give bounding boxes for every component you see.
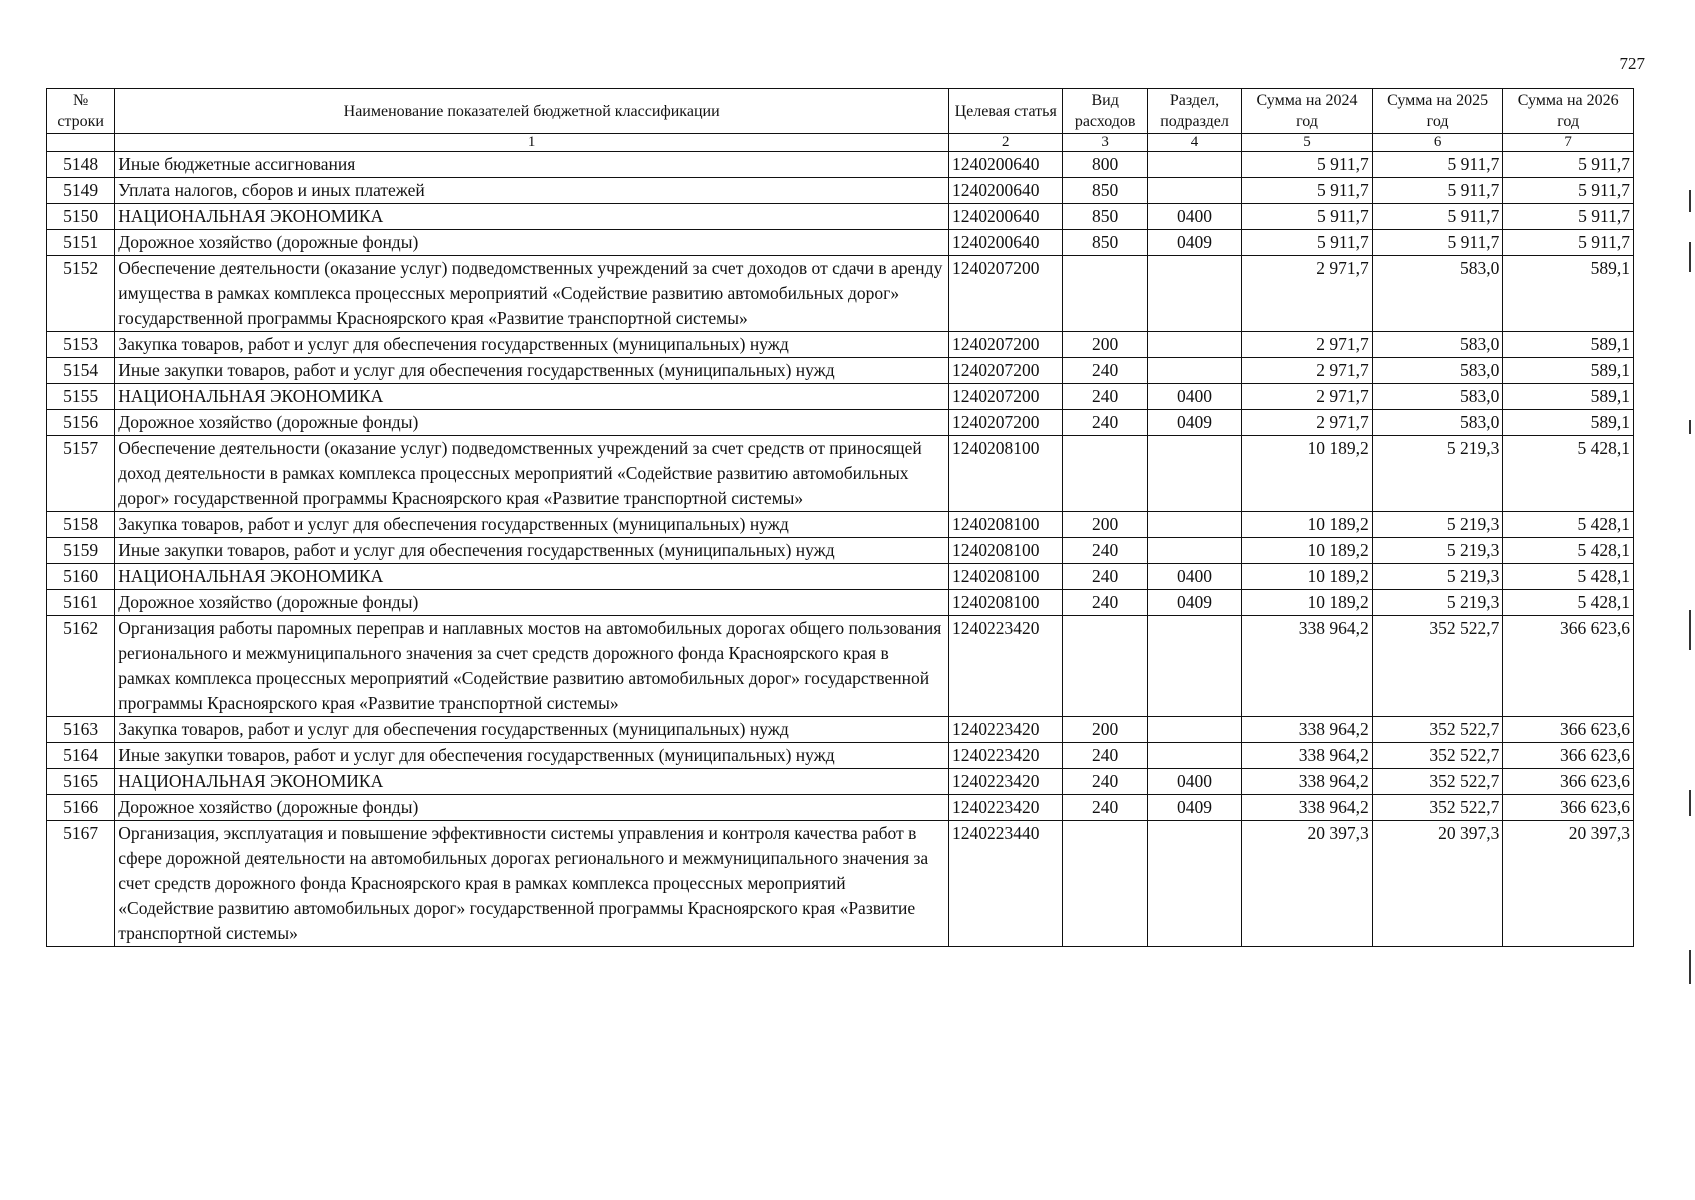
section-code: 0409: [1147, 230, 1241, 256]
expense-type: 200: [1063, 512, 1147, 538]
table-row: [47, 204, 1634, 230]
section-code: [1147, 821, 1241, 947]
sum-2026: 5 911,7: [1503, 204, 1634, 230]
sum-2026: 5 428,1: [1503, 564, 1634, 590]
indicator-name: НАЦИОНАЛЬНАЯ ЭКОНОМИКА: [115, 769, 949, 795]
column-number: 2: [948, 134, 1063, 152]
sum-2024: 2 971,7: [1242, 358, 1373, 384]
expense-type: [1063, 821, 1147, 947]
sum-2025: 583,0: [1372, 410, 1503, 436]
section-code: [1147, 152, 1241, 178]
expense-type: 240: [1063, 410, 1147, 436]
indicator-name: Закупка товаров, работ и услуг для обеспечения государственных (муниципальных) нужд: [115, 332, 949, 358]
sum-2025: 352 522,7: [1372, 616, 1503, 717]
target-article: 1240207200: [948, 256, 1063, 332]
sum-2024: 2 971,7: [1242, 410, 1373, 436]
section-code: [1147, 717, 1241, 743]
indicator-name: Организация работы паромных переправ и наплавных мостов на автомобильных дорогах общего пользования регионального и межмуниципального значения за счет средств дорожного фонда Красноярского края в рамках комплекса процессных мероприятий «Содействие развитию автомобильных дорог» государственной программы Красноярского края «Развитие транспортной системы»: [115, 616, 949, 717]
indicator-name: Дорожное хозяйство (дорожные фонды): [115, 410, 949, 436]
row-number: 5164: [47, 743, 115, 769]
row-number: 5148: [47, 152, 115, 178]
row-number: 5159: [47, 538, 115, 564]
row-number: 5162: [47, 616, 115, 717]
sum-2024: 10 189,2: [1242, 590, 1373, 616]
table-row: [47, 152, 1634, 178]
header-row: [47, 89, 1634, 134]
section-code: [1147, 538, 1241, 564]
sum-2025: 5 219,3: [1372, 564, 1503, 590]
expense-type: 240: [1063, 795, 1147, 821]
target-article: 1240223420: [948, 717, 1063, 743]
sum-2026: 5 428,1: [1503, 436, 1634, 512]
sum-2026: 366 623,6: [1503, 616, 1634, 717]
row-number: 5155: [47, 384, 115, 410]
indicator-name: Обеспечение деятельности (оказание услуг) подведомственных учреждений за счет средств от приносящей доход деятельности в рамках комплекса процессных мероприятий «Содействие развитию автомобильных дорог» государственной программы Красноярского края «Развитие транспортной системы»: [115, 436, 949, 512]
sum-2024: 338 964,2: [1242, 616, 1373, 717]
expense-type: 850: [1063, 230, 1147, 256]
expense-type: 240: [1063, 564, 1147, 590]
header-name: Наименование показателей бюджетной классификации: [115, 89, 949, 134]
table-row: [47, 717, 1634, 743]
target-article: 1240208100: [948, 538, 1063, 564]
target-article: 1240200640: [948, 152, 1063, 178]
column-number: 4: [1147, 134, 1241, 152]
sum-2025: 352 522,7: [1372, 717, 1503, 743]
sum-2026: 589,1: [1503, 410, 1634, 436]
expense-type: [1063, 256, 1147, 332]
section-code: 0400: [1147, 384, 1241, 410]
sum-2024: 10 189,2: [1242, 564, 1373, 590]
sum-2025: 5 219,3: [1372, 590, 1503, 616]
row-number: 5153: [47, 332, 115, 358]
table-row: [47, 590, 1634, 616]
section-code: 0409: [1147, 410, 1241, 436]
sum-2025: 583,0: [1372, 332, 1503, 358]
sum-2025: 583,0: [1372, 384, 1503, 410]
section-code: 0400: [1147, 204, 1241, 230]
expense-type: 850: [1063, 204, 1147, 230]
expense-type: [1063, 436, 1147, 512]
page-number: 727: [1619, 54, 1645, 73]
indicator-name: Иные бюджетные ассигнования: [115, 152, 949, 178]
table-row: [47, 384, 1634, 410]
table-row: [47, 358, 1634, 384]
table-row: [47, 332, 1634, 358]
target-article: 1240208100: [948, 590, 1063, 616]
indicator-name: Закупка товаров, работ и услуг для обеспечения государственных (муниципальных) нужд: [115, 512, 949, 538]
row-number: 5166: [47, 795, 115, 821]
expense-type: 240: [1063, 769, 1147, 795]
section-code: [1147, 436, 1241, 512]
section-code: 0400: [1147, 564, 1241, 590]
row-number: 5165: [47, 769, 115, 795]
target-article: 1240207200: [948, 410, 1063, 436]
sum-2026: 5 428,1: [1503, 590, 1634, 616]
header-sum-2025: Сумма на 2025 год: [1372, 89, 1503, 134]
budget-classification-table: [46, 88, 1634, 947]
row-number: 5160: [47, 564, 115, 590]
sum-2025: 352 522,7: [1372, 795, 1503, 821]
sum-2025: 5 911,7: [1372, 230, 1503, 256]
scan-margin-marks: [1687, 190, 1691, 1090]
table-row: [47, 512, 1634, 538]
expense-type: 240: [1063, 538, 1147, 564]
target-article: 1240208100: [948, 436, 1063, 512]
row-number: 5150: [47, 204, 115, 230]
target-article: 1240223420: [948, 795, 1063, 821]
sum-2025: 5 911,7: [1372, 204, 1503, 230]
indicator-name: Организация, эксплуатация и повышение эффективности системы управления и контроля качества работ в сфере дорожной деятельности на автомобильных дорогах регионального и межмуниципального значения за счет средств дорожного фонда Красноярского края в рамках комплекса процессных мероприятий «Содействие развитию автомобильных дорог» государственной программы Красноярского края «Развитие транспортной системы»: [115, 821, 949, 947]
sum-2024: 20 397,3: [1242, 821, 1373, 947]
expense-type: 850: [1063, 178, 1147, 204]
column-number: [47, 134, 115, 152]
sum-2025: 5 219,3: [1372, 512, 1503, 538]
expense-type: 800: [1063, 152, 1147, 178]
target-article: 1240223420: [948, 616, 1063, 717]
header-row-number: № строки: [47, 89, 115, 134]
target-article: 1240200640: [948, 204, 1063, 230]
row-number: 5163: [47, 717, 115, 743]
sum-2024: 338 964,2: [1242, 743, 1373, 769]
sum-2024: 2 971,7: [1242, 384, 1373, 410]
sum-2026: 366 623,6: [1503, 717, 1634, 743]
sum-2024: 10 189,2: [1242, 436, 1373, 512]
expense-type: 200: [1063, 717, 1147, 743]
sum-2026: 366 623,6: [1503, 795, 1634, 821]
sum-2025: 583,0: [1372, 358, 1503, 384]
column-number: 1: [115, 134, 949, 152]
table-row: [47, 410, 1634, 436]
table-row: [47, 538, 1634, 564]
indicator-name: НАЦИОНАЛЬНАЯ ЭКОНОМИКА: [115, 564, 949, 590]
section-code: [1147, 616, 1241, 717]
sum-2026: 5 911,7: [1503, 230, 1634, 256]
header-section: Раздел, подраздел: [1147, 89, 1241, 134]
sum-2024: 5 911,7: [1242, 230, 1373, 256]
table-row: [47, 230, 1634, 256]
column-number: 6: [1372, 134, 1503, 152]
indicator-name: Уплата налогов, сборов и иных платежей: [115, 178, 949, 204]
row-number: 5157: [47, 436, 115, 512]
section-code: 0409: [1147, 590, 1241, 616]
expense-type: [1063, 616, 1147, 717]
header-target-article: Целевая статья: [948, 89, 1063, 134]
expense-type: 240: [1063, 590, 1147, 616]
sum-2024: 2 971,7: [1242, 332, 1373, 358]
table-row: [47, 564, 1634, 590]
indicator-name: НАЦИОНАЛЬНАЯ ЭКОНОМИКА: [115, 384, 949, 410]
row-number: 5152: [47, 256, 115, 332]
target-article: 1240207200: [948, 384, 1063, 410]
column-number: 5: [1242, 134, 1373, 152]
header-sum-2026: Сумма на 2026 год: [1503, 89, 1634, 134]
sum-2025: 352 522,7: [1372, 769, 1503, 795]
row-number: 5156: [47, 410, 115, 436]
row-number: 5161: [47, 590, 115, 616]
target-article: 1240207200: [948, 332, 1063, 358]
sum-2025: 5 911,7: [1372, 152, 1503, 178]
sum-2024: 10 189,2: [1242, 512, 1373, 538]
sum-2026: 5 428,1: [1503, 538, 1634, 564]
header-sum-2024: Сумма на 2024 год: [1242, 89, 1373, 134]
sum-2026: 5 911,7: [1503, 178, 1634, 204]
section-code: [1147, 358, 1241, 384]
sum-2025: 352 522,7: [1372, 743, 1503, 769]
target-article: 1240208100: [948, 512, 1063, 538]
sum-2026: 589,1: [1503, 256, 1634, 332]
table-row: [47, 616, 1634, 717]
target-article: 1240223440: [948, 821, 1063, 947]
sum-2026: 366 623,6: [1503, 769, 1634, 795]
sum-2026: 589,1: [1503, 332, 1634, 358]
target-article: 1240207200: [948, 358, 1063, 384]
column-number: 7: [1503, 134, 1634, 152]
sum-2026: 589,1: [1503, 384, 1634, 410]
section-code: 0400: [1147, 769, 1241, 795]
sum-2024: 2 971,7: [1242, 256, 1373, 332]
section-code: [1147, 332, 1241, 358]
sum-2025: 583,0: [1372, 256, 1503, 332]
row-number: 5158: [47, 512, 115, 538]
sum-2024: 5 911,7: [1242, 178, 1373, 204]
table-row: [47, 256, 1634, 332]
row-number: 5151: [47, 230, 115, 256]
indicator-name: НАЦИОНАЛЬНАЯ ЭКОНОМИКА: [115, 204, 949, 230]
indicator-name: Дорожное хозяйство (дорожные фонды): [115, 590, 949, 616]
table-row: [47, 821, 1634, 947]
table-row: [47, 795, 1634, 821]
indicator-name: Иные закупки товаров, работ и услуг для обеспечения государственных (муниципальных) нужд: [115, 743, 949, 769]
sum-2024: 5 911,7: [1242, 204, 1373, 230]
section-code: [1147, 512, 1241, 538]
target-article: 1240208100: [948, 564, 1063, 590]
expense-type: 200: [1063, 332, 1147, 358]
sum-2026: 5 428,1: [1503, 512, 1634, 538]
section-code: 0409: [1147, 795, 1241, 821]
expense-type: 240: [1063, 743, 1147, 769]
sum-2026: 366 623,6: [1503, 743, 1634, 769]
expense-type: 240: [1063, 384, 1147, 410]
indicator-name: Закупка товаров, работ и услуг для обеспечения государственных (муниципальных) нужд: [115, 717, 949, 743]
column-number: 3: [1063, 134, 1147, 152]
section-code: [1147, 743, 1241, 769]
sum-2025: 5 219,3: [1372, 436, 1503, 512]
column-number-row: [47, 134, 1634, 152]
section-code: [1147, 256, 1241, 332]
sum-2024: 338 964,2: [1242, 717, 1373, 743]
sum-2026: 5 911,7: [1503, 152, 1634, 178]
sum-2026: 589,1: [1503, 358, 1634, 384]
row-number: 5167: [47, 821, 115, 947]
table-row: [47, 743, 1634, 769]
target-article: 1240223420: [948, 769, 1063, 795]
table-row: [47, 178, 1634, 204]
row-number: 5149: [47, 178, 115, 204]
section-code: [1147, 178, 1241, 204]
sum-2024: 10 189,2: [1242, 538, 1373, 564]
sum-2024: 338 964,2: [1242, 769, 1373, 795]
sum-2026: 20 397,3: [1503, 821, 1634, 947]
indicator-name: Дорожное хозяйство (дорожные фонды): [115, 230, 949, 256]
target-article: 1240223420: [948, 743, 1063, 769]
indicator-name: Иные закупки товаров, работ и услуг для обеспечения государственных (муниципальных) нужд: [115, 538, 949, 564]
indicator-name: Обеспечение деятельности (оказание услуг) подведомственных учреждений за счет доходов от сдачи в аренду имущества в рамках комплекса процессных мероприятий «Содействие развитию автомобильных дорог» государственной программы Красноярского края «Развитие транспортной системы»: [115, 256, 949, 332]
sum-2025: 5 219,3: [1372, 538, 1503, 564]
header-expense-type: Вид расходов: [1063, 89, 1147, 134]
indicator-name: Дорожное хозяйство (дорожные фонды): [115, 795, 949, 821]
table-row: [47, 436, 1634, 512]
target-article: 1240200640: [948, 230, 1063, 256]
target-article: 1240200640: [948, 178, 1063, 204]
sum-2025: 5 911,7: [1372, 178, 1503, 204]
sum-2024: 338 964,2: [1242, 795, 1373, 821]
table-row: [47, 769, 1634, 795]
sum-2024: 5 911,7: [1242, 152, 1373, 178]
sum-2025: 20 397,3: [1372, 821, 1503, 947]
indicator-name: Иные закупки товаров, работ и услуг для обеспечения государственных (муниципальных) нужд: [115, 358, 949, 384]
row-number: 5154: [47, 358, 115, 384]
expense-type: 240: [1063, 358, 1147, 384]
